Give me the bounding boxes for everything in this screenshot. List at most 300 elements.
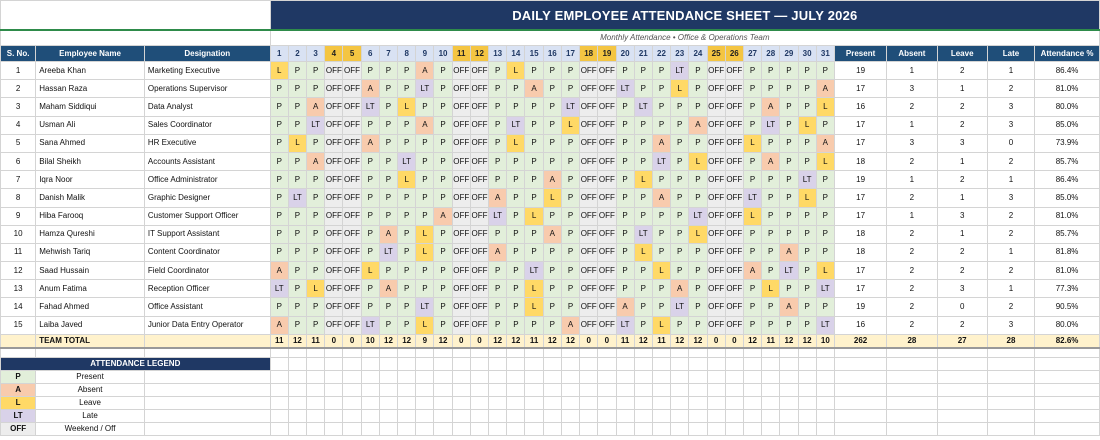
empty-cell[interactable] [452,422,470,435]
attendance-cell[interactable]: OFF [707,62,725,80]
attendance-cell[interactable]: OFF [580,62,598,80]
attendance-cell[interactable]: OFF [725,116,743,134]
attendance-cell[interactable]: LT [489,207,507,225]
absent-count-cell[interactable]: 2 [887,189,937,207]
attendance-cell[interactable]: P [543,80,561,98]
empty-cell[interactable] [543,409,561,422]
attendance-cell[interactable]: P [780,98,798,116]
attendance-cell[interactable]: P [507,80,525,98]
attendance-cell[interactable]: P [634,80,652,98]
empty-cell[interactable] [343,383,361,396]
attendance-cell[interactable]: L [689,225,707,243]
attendance-cell[interactable]: P [652,116,670,134]
day-total-cell[interactable]: 12 [671,334,689,348]
attendance-cell[interactable]: P [743,116,761,134]
designation-cell[interactable]: HR Executive [144,134,270,152]
empty-cell[interactable] [270,348,288,358]
attendance-cell[interactable]: OFF [598,298,616,316]
sno-cell[interactable]: 3 [1,98,36,116]
attendance-cell[interactable]: P [525,62,543,80]
attendance-cell[interactable]: P [671,316,689,334]
attendance-cell[interactable]: LT [416,80,434,98]
day-total-cell[interactable]: 12 [507,334,525,348]
attendance-cell[interactable]: P [762,62,780,80]
attendance-cell[interactable]: A [379,280,397,298]
corner-cell[interactable] [1,1,271,31]
attendance-cell[interactable]: P [634,62,652,80]
empty-cell[interactable] [307,348,325,358]
attendance-cell[interactable]: P [616,116,634,134]
attendance-cell[interactable]: P [489,152,507,170]
empty-cell[interactable] [434,370,452,383]
attendance-cell[interactable]: P [270,134,288,152]
total-attendance-pct-cell[interactable]: 82.6% [1035,334,1100,348]
attendance-cell[interactable]: P [288,207,306,225]
leave-count-cell[interactable]: 1 [937,189,987,207]
attendance-cell[interactable]: P [434,80,452,98]
empty-cell[interactable] [987,396,1034,409]
attendance-cell[interactable]: P [616,134,634,152]
empty-cell[interactable] [343,348,361,358]
attendance-cell[interactable]: P [743,225,761,243]
total-late-cell[interactable]: 28 [987,334,1034,348]
day-total-cell[interactable]: 0 [343,334,361,348]
attendance-cell[interactable]: P [780,189,798,207]
attendance-cell[interactable]: OFF [343,262,361,280]
empty-cell[interactable] [887,383,937,396]
empty-cell[interactable] [689,370,707,383]
empty-cell[interactable] [707,422,725,435]
attendance-cell[interactable]: P [634,207,652,225]
attendance-cell[interactable]: P [379,134,397,152]
attendance-cell[interactable]: P [816,207,834,225]
attendance-cell[interactable]: A [652,134,670,152]
attendance-cell[interactable]: OFF [598,152,616,170]
empty-cell[interactable] [307,383,325,396]
empty-cell[interactable] [379,396,397,409]
attendance-cell[interactable]: OFF [325,134,343,152]
attendance-cell[interactable]: P [288,243,306,261]
attendance-cell[interactable]: LT [762,116,780,134]
attendance-cell[interactable]: P [379,80,397,98]
attendance-cell[interactable]: LT [307,116,325,134]
empty-cell[interactable] [652,422,670,435]
empty-cell[interactable] [361,348,379,358]
empty-cell[interactable] [725,348,743,358]
empty-cell[interactable] [1,30,271,46]
attendance-cell[interactable]: OFF [580,207,598,225]
attendance-cell[interactable]: L [270,62,288,80]
attendance-cell[interactable]: P [434,243,452,261]
attendance-cell[interactable]: P [743,62,761,80]
empty-cell[interactable] [434,357,452,370]
attendance-cell[interactable]: P [270,80,288,98]
attendance-cell[interactable]: P [507,207,525,225]
empty-cell[interactable] [689,409,707,422]
employee-name-cell[interactable]: Mehwish Tariq [36,243,145,261]
attendance-cell[interactable]: A [780,298,798,316]
attendance-cell[interactable]: OFF [343,152,361,170]
leave-count-cell[interactable]: 3 [937,280,987,298]
empty-cell[interactable] [762,422,780,435]
empty-cell[interactable] [616,422,634,435]
day-total-cell[interactable]: 0 [470,334,488,348]
present-count-cell[interactable]: 17 [834,262,886,280]
attendance-cell[interactable]: P [780,171,798,189]
empty-cell[interactable] [398,396,416,409]
attendance-cell[interactable]: P [434,225,452,243]
empty-cell[interactable] [361,370,379,383]
attendance-cell[interactable]: P [379,298,397,316]
attendance-cell[interactable]: P [270,171,288,189]
empty-cell[interactable] [470,396,488,409]
attendance-cell[interactable]: P [798,62,816,80]
team-total-label[interactable]: TEAM TOTAL [36,334,145,348]
empty-cell[interactable] [707,357,725,370]
attendance-cell[interactable]: P [671,134,689,152]
attendance-cell[interactable]: P [489,80,507,98]
attendance-pct-cell[interactable]: 80.0% [1035,316,1100,334]
present-count-cell[interactable]: 19 [834,298,886,316]
empty-cell[interactable] [598,409,616,422]
attendance-cell[interactable]: LT [616,316,634,334]
attendance-cell[interactable]: P [398,134,416,152]
empty-cell[interactable] [725,396,743,409]
attendance-cell[interactable]: P [543,134,561,152]
leave-count-cell[interactable]: 0 [937,298,987,316]
empty-cell[interactable] [780,396,798,409]
empty-cell[interactable] [361,422,379,435]
empty-cell[interactable] [816,396,834,409]
attendance-cell[interactable]: P [543,207,561,225]
attendance-cell[interactable]: A [361,134,379,152]
attendance-cell[interactable]: OFF [580,134,598,152]
attendance-cell[interactable]: L [816,262,834,280]
attendance-cell[interactable]: OFF [598,316,616,334]
empty-cell[interactable] [1035,370,1100,383]
empty-cell[interactable] [937,383,987,396]
day-total-cell[interactable]: 9 [416,334,434,348]
empty-cell[interactable] [489,357,507,370]
attendance-cell[interactable]: OFF [470,243,488,261]
attendance-cell[interactable]: OFF [707,243,725,261]
total-empty-cell[interactable] [144,334,270,348]
attendance-cell[interactable]: L [361,262,379,280]
absent-count-cell[interactable]: 2 [887,98,937,116]
attendance-cell[interactable]: P [616,225,634,243]
leave-count-cell[interactable]: 2 [937,171,987,189]
attendance-cell[interactable]: P [616,262,634,280]
attendance-cell[interactable]: L [798,116,816,134]
attendance-pct-cell[interactable]: 85.7% [1035,225,1100,243]
attendance-cell[interactable]: LT [379,243,397,261]
empty-cell[interactable] [452,409,470,422]
attendance-cell[interactable]: P [507,280,525,298]
empty-cell[interactable] [379,357,397,370]
attendance-cell[interactable]: OFF [452,80,470,98]
empty-cell[interactable] [561,383,579,396]
empty-cell[interactable] [887,409,937,422]
attendance-cell[interactable]: P [689,80,707,98]
attendance-cell[interactable]: P [816,243,834,261]
attendance-cell[interactable]: P [507,316,525,334]
empty-cell[interactable] [144,396,270,409]
attendance-cell[interactable]: OFF [580,116,598,134]
empty-cell[interactable] [325,422,343,435]
attendance-cell[interactable]: OFF [725,171,743,189]
attendance-cell[interactable]: OFF [707,116,725,134]
attendance-cell[interactable]: P [361,280,379,298]
attendance-cell[interactable]: OFF [343,280,361,298]
empty-cell[interactable] [343,409,361,422]
attendance-cell[interactable]: OFF [707,316,725,334]
empty-cell[interactable] [780,409,798,422]
attendance-cell[interactable]: OFF [343,189,361,207]
empty-cell[interactable] [634,396,652,409]
empty-cell[interactable] [470,383,488,396]
attendance-cell[interactable]: A [652,189,670,207]
empty-cell[interactable] [1035,409,1100,422]
empty-cell[interactable] [707,383,725,396]
attendance-cell[interactable]: P [307,298,325,316]
attendance-cell[interactable]: L [762,280,780,298]
empty-cell[interactable] [507,396,525,409]
empty-cell[interactable] [343,357,361,370]
attendance-cell[interactable]: P [416,171,434,189]
attendance-cell[interactable]: LT [798,171,816,189]
attendance-cell[interactable]: OFF [725,280,743,298]
attendance-cell[interactable]: OFF [580,298,598,316]
attendance-cell[interactable]: OFF [325,62,343,80]
attendance-cell[interactable]: P [671,189,689,207]
attendance-cell[interactable]: P [561,207,579,225]
attendance-cell[interactable]: P [307,171,325,189]
empty-cell[interactable] [379,348,397,358]
attendance-cell[interactable]: P [543,98,561,116]
late-count-cell[interactable]: 2 [987,80,1034,98]
empty-cell[interactable] [598,383,616,396]
attendance-cell[interactable]: OFF [325,262,343,280]
late-count-cell[interactable]: 1 [987,243,1034,261]
empty-cell[interactable] [561,348,579,358]
empty-cell[interactable] [434,422,452,435]
empty-cell[interactable] [725,383,743,396]
empty-cell[interactable] [652,348,670,358]
attendance-cell[interactable]: OFF [325,171,343,189]
attendance-cell[interactable]: OFF [343,243,361,261]
attendance-cell[interactable]: OFF [452,298,470,316]
absent-count-cell[interactable]: 3 [887,80,937,98]
empty-cell[interactable] [144,422,270,435]
attendance-cell[interactable]: OFF [325,298,343,316]
sno-cell[interactable]: 8 [1,189,36,207]
attendance-cell[interactable]: P [743,316,761,334]
attendance-pct-cell[interactable]: 85.7% [1035,152,1100,170]
attendance-cell[interactable]: A [416,116,434,134]
empty-cell[interactable] [144,409,270,422]
day-total-cell[interactable]: 11 [525,334,543,348]
attendance-cell[interactable]: LT [270,280,288,298]
attendance-cell[interactable]: P [307,62,325,80]
empty-cell[interactable] [616,396,634,409]
late-count-cell[interactable]: 3 [987,98,1034,116]
attendance-cell[interactable]: P [652,62,670,80]
attendance-cell[interactable]: OFF [470,171,488,189]
attendance-cell[interactable]: OFF [325,280,343,298]
attendance-cell[interactable]: P [634,262,652,280]
attendance-cell[interactable]: P [307,243,325,261]
attendance-cell[interactable]: L [816,98,834,116]
attendance-cell[interactable]: P [780,280,798,298]
empty-cell[interactable] [887,370,937,383]
empty-cell[interactable] [343,370,361,383]
empty-cell[interactable] [307,396,325,409]
attendance-cell[interactable]: P [634,152,652,170]
attendance-cell[interactable]: P [543,298,561,316]
attendance-cell[interactable]: A [543,171,561,189]
attendance-cell[interactable]: P [379,207,397,225]
attendance-cell[interactable]: LT [816,316,834,334]
attendance-cell[interactable]: P [561,171,579,189]
designation-cell[interactable]: Reception Officer [144,280,270,298]
attendance-cell[interactable]: P [634,116,652,134]
attendance-cell[interactable]: L [507,134,525,152]
present-count-cell[interactable]: 18 [834,225,886,243]
attendance-cell[interactable]: P [270,98,288,116]
day-total-cell[interactable]: 11 [652,334,670,348]
attendance-cell[interactable]: P [489,262,507,280]
attendance-cell[interactable]: LT [634,98,652,116]
attendance-cell[interactable]: P [507,225,525,243]
late-count-cell[interactable]: 2 [987,298,1034,316]
attendance-cell[interactable]: P [525,152,543,170]
attendance-cell[interactable]: P [689,262,707,280]
attendance-cell[interactable]: P [743,80,761,98]
attendance-cell[interactable]: P [798,298,816,316]
empty-cell[interactable] [325,370,343,383]
attendance-cell[interactable]: P [762,316,780,334]
attendance-cell[interactable]: P [507,98,525,116]
empty-cell[interactable] [507,422,525,435]
attendance-cell[interactable]: LT [525,262,543,280]
attendance-cell[interactable]: A [379,225,397,243]
empty-cell[interactable] [725,370,743,383]
attendance-cell[interactable]: L [561,116,579,134]
attendance-cell[interactable]: P [561,152,579,170]
attendance-cell[interactable]: A [489,243,507,261]
empty-cell[interactable] [489,383,507,396]
attendance-cell[interactable]: P [780,152,798,170]
empty-cell[interactable] [580,383,598,396]
attendance-cell[interactable]: P [288,98,306,116]
attendance-cell[interactable]: P [762,298,780,316]
attendance-cell[interactable]: P [689,316,707,334]
absent-count-cell[interactable]: 2 [887,298,937,316]
attendance-cell[interactable]: OFF [452,262,470,280]
empty-cell[interactable] [416,396,434,409]
attendance-cell[interactable]: OFF [452,62,470,80]
day-total-cell[interactable]: 11 [616,334,634,348]
designation-cell[interactable]: Accounts Assistant [144,152,270,170]
attendance-cell[interactable]: OFF [343,134,361,152]
attendance-cell[interactable]: A [307,98,325,116]
empty-cell[interactable] [270,357,288,370]
empty-cell[interactable] [1035,422,1100,435]
empty-cell[interactable] [144,370,270,383]
attendance-cell[interactable]: A [671,280,689,298]
attendance-cell[interactable]: OFF [580,280,598,298]
empty-cell[interactable] [470,370,488,383]
empty-cell[interactable] [36,348,145,358]
attendance-cell[interactable]: L [634,243,652,261]
empty-cell[interactable] [398,383,416,396]
empty-cell[interactable] [671,370,689,383]
empty-cell[interactable] [598,370,616,383]
empty-cell[interactable] [343,396,361,409]
attendance-cell[interactable]: OFF [452,316,470,334]
empty-cell[interactable] [816,383,834,396]
employee-name-cell[interactable]: Anum Fatima [36,280,145,298]
attendance-cell[interactable]: P [288,171,306,189]
empty-cell[interactable] [798,409,816,422]
late-count-cell[interactable]: 2 [987,262,1034,280]
empty-cell[interactable] [743,370,761,383]
attendance-cell[interactable]: P [616,207,634,225]
attendance-cell[interactable]: P [434,62,452,80]
attendance-cell[interactable]: OFF [707,171,725,189]
employee-name-cell[interactable]: Laiba Javed [36,316,145,334]
attendance-cell[interactable]: P [270,298,288,316]
leave-count-cell[interactable]: 1 [937,225,987,243]
attendance-cell[interactable]: P [416,207,434,225]
leave-count-cell[interactable]: 3 [937,134,987,152]
empty-cell[interactable] [987,370,1034,383]
attendance-cell[interactable]: OFF [725,316,743,334]
attendance-cell[interactable]: P [798,262,816,280]
attendance-cell[interactable]: LT [816,280,834,298]
empty-cell[interactable] [887,357,937,370]
sno-cell[interactable]: 9 [1,207,36,225]
attendance-cell[interactable]: P [398,225,416,243]
attendance-cell[interactable]: P [489,171,507,189]
attendance-cell[interactable]: P [816,189,834,207]
attendance-cell[interactable]: L [689,152,707,170]
empty-cell[interactable] [270,409,288,422]
attendance-cell[interactable]: A [525,80,543,98]
empty-cell[interactable] [270,422,288,435]
empty-cell[interactable] [937,357,987,370]
attendance-cell[interactable]: P [489,134,507,152]
empty-cell[interactable] [652,383,670,396]
attendance-cell[interactable]: P [434,280,452,298]
attendance-cell[interactable]: P [798,152,816,170]
empty-cell[interactable] [671,357,689,370]
absent-count-cell[interactable]: 2 [887,262,937,280]
attendance-cell[interactable]: OFF [725,62,743,80]
empty-cell[interactable] [398,348,416,358]
empty-cell[interactable] [507,383,525,396]
attendance-cell[interactable]: A [616,298,634,316]
attendance-cell[interactable]: P [434,134,452,152]
attendance-cell[interactable]: P [379,152,397,170]
attendance-cell[interactable]: P [307,189,325,207]
empty-cell[interactable] [725,422,743,435]
attendance-cell[interactable]: P [379,62,397,80]
empty-cell[interactable] [798,383,816,396]
attendance-cell[interactable]: P [416,152,434,170]
attendance-cell[interactable]: P [561,189,579,207]
attendance-cell[interactable]: P [379,189,397,207]
